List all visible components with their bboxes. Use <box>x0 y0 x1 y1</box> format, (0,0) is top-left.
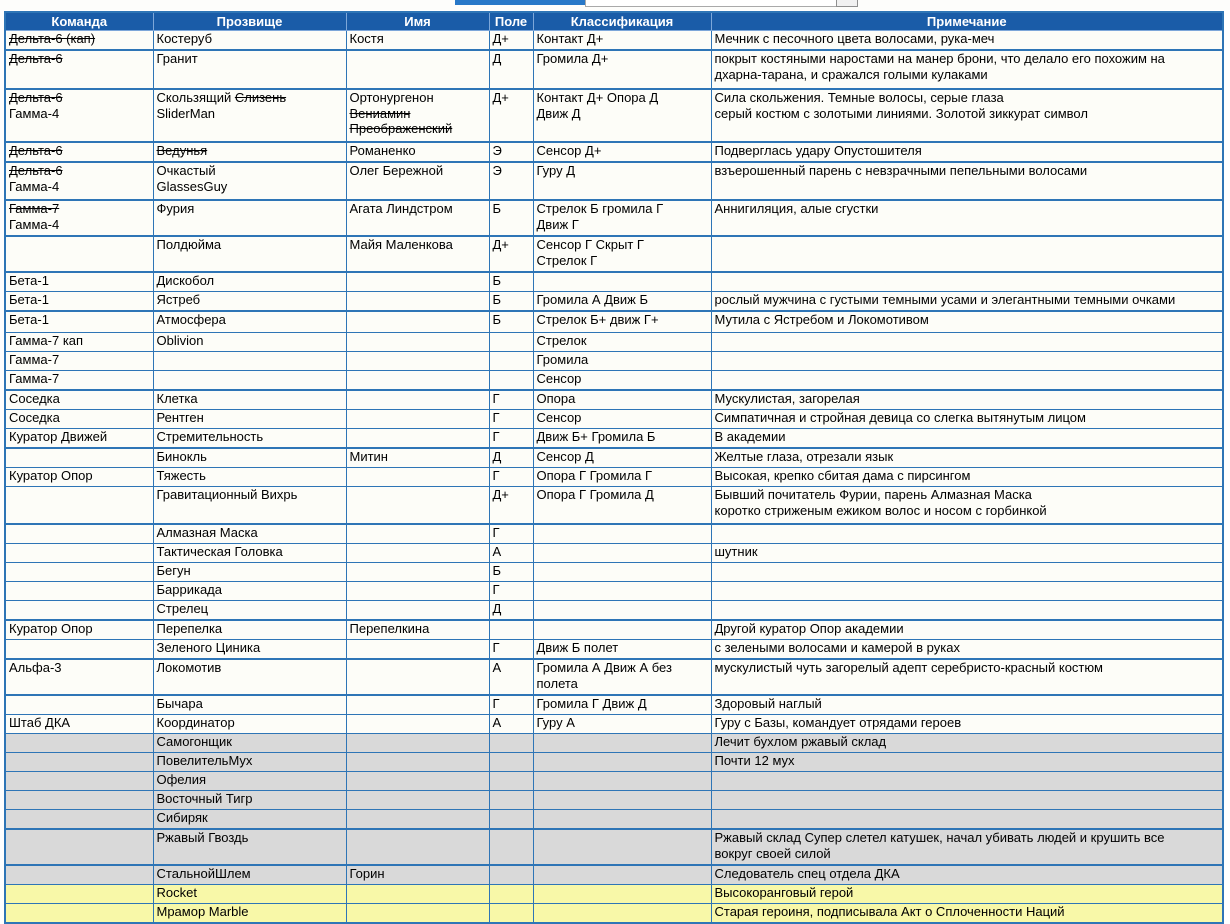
cell-note: рослый мужчина с густыми темными усами и элегантными темными очками <box>711 292 1223 312</box>
cell-cls: Контакт Д+ Опора Д Движ Д <box>533 89 711 142</box>
cell-name: Горин <box>346 865 489 885</box>
cell-team <box>5 448 153 468</box>
cell-name <box>346 904 489 924</box>
cell-name <box>346 791 489 810</box>
cell-cls: Стрелок Б громила Г Движ Г <box>533 200 711 236</box>
cell-nickname: Зеленого Циника <box>153 640 346 660</box>
cell-cls: Опора Г Громила Г <box>533 468 711 487</box>
cell-name <box>346 640 489 660</box>
cell-cls: Движ Б+ Громила Б <box>533 429 711 449</box>
cell-name <box>346 487 489 525</box>
cell-nickname: Костеруб <box>153 31 346 51</box>
cell-pole <box>489 791 533 810</box>
cell-nickname: Бычара <box>153 695 346 715</box>
cell-team <box>5 829 153 865</box>
cell-team <box>5 640 153 660</box>
cell-pole <box>489 772 533 791</box>
table-row <box>5 333 1223 352</box>
cell-pole: Д+ <box>489 236 533 272</box>
cell-name <box>346 311 489 333</box>
column-header-note: Примечание <box>711 12 1223 31</box>
cell-name <box>346 371 489 391</box>
cell-team: Соседка <box>5 410 153 429</box>
cell-note: Мечник с песочного цвета волосами, рука-меч <box>711 31 1223 51</box>
cell-pole: Д <box>489 448 533 468</box>
cell-nickname: Гранит <box>153 50 346 89</box>
cell-note: Желтые глаза, отрезали язык <box>711 448 1223 468</box>
cell-nickname: Стремительность <box>153 429 346 449</box>
cell-nickname: Восточный Тигр <box>153 791 346 810</box>
cell-pole: Д <box>489 50 533 89</box>
cell-team <box>5 734 153 753</box>
cell-pole: Б <box>489 563 533 582</box>
characters-table <box>4 11 1224 924</box>
cell-team <box>5 904 153 924</box>
cell-note: Здоровый наглый <box>711 695 1223 715</box>
table-header <box>5 12 1223 31</box>
partial-blue-bar <box>455 0 585 5</box>
cell-note: Бывший почитатель Фурии, парень Алмазная Маска коротко стриженым ежиком волос и носом с горбинкой <box>711 487 1223 525</box>
cell-pole: Г <box>489 695 533 715</box>
cell-cls: Сенсор Д <box>533 448 711 468</box>
table-row <box>5 582 1223 601</box>
table-body <box>5 31 1223 924</box>
cell-nickname: Бегун <box>153 563 346 582</box>
cell-nickname: Сибиряк <box>153 810 346 830</box>
cell-note: Аннигиляция, алые сгустки <box>711 200 1223 236</box>
cell-pole: Г <box>489 390 533 410</box>
column-header-name: Имя <box>346 12 489 31</box>
cell-nickname: СтальнойШлем <box>153 865 346 885</box>
cell-note: Следователь спец отдела ДКА <box>711 865 1223 885</box>
cell-cls <box>533 544 711 563</box>
cell-cls <box>533 904 711 924</box>
cell-pole <box>489 904 533 924</box>
cell-name: Агата Линдстром <box>346 200 489 236</box>
cell-pole: Г <box>489 410 533 429</box>
cell-nickname: Атмосфера <box>153 311 346 333</box>
cell-team: Гамма-7 <box>5 371 153 391</box>
table-row <box>5 772 1223 791</box>
cell-nickname: Oblivion <box>153 333 346 352</box>
cell-team: Куратор Движей <box>5 429 153 449</box>
top-partial-browser-strip <box>0 0 1230 10</box>
cell-pole <box>489 829 533 865</box>
table-row <box>5 200 1223 236</box>
cell-pole <box>489 371 533 391</box>
cell-note: с зелеными волосами и камерой в руках <box>711 640 1223 660</box>
cell-note <box>711 601 1223 621</box>
cell-cls <box>533 829 711 865</box>
table-row <box>5 640 1223 660</box>
cell-name: Перепелкина <box>346 620 489 640</box>
cell-nickname: Самогонщик <box>153 734 346 753</box>
cell-team: Бета-1 <box>5 311 153 333</box>
cell-team: Соседка <box>5 390 153 410</box>
cell-note <box>711 524 1223 544</box>
cell-note <box>711 791 1223 810</box>
cell-nickname: Мрамор Marble <box>153 904 346 924</box>
cell-team: Бета-1 <box>5 292 153 312</box>
cell-note: Мускулистая, загорелая <box>711 390 1223 410</box>
cell-note: Симпатичная и стройная девица со слегка вытянутым лицом <box>711 410 1223 429</box>
cell-team <box>5 695 153 715</box>
table-row <box>5 468 1223 487</box>
cell-name <box>346 659 489 695</box>
table-row <box>5 904 1223 924</box>
cell-name: Майя Маленкова <box>346 236 489 272</box>
cell-pole: Г <box>489 429 533 449</box>
cell-pole: Б <box>489 200 533 236</box>
cell-nickname: Ястреб <box>153 292 346 312</box>
cell-name <box>346 810 489 830</box>
cell-team <box>5 524 153 544</box>
table-row <box>5 620 1223 640</box>
cell-team: Дельта-6 Гамма-4 <box>5 162 153 200</box>
cell-pole: Э <box>489 162 533 200</box>
table-row <box>5 829 1223 865</box>
cell-cls <box>533 734 711 753</box>
cell-name <box>346 885 489 904</box>
cell-team <box>5 582 153 601</box>
cell-nickname: Очкастый GlassesGuy <box>153 162 346 200</box>
table-row <box>5 311 1223 333</box>
cell-note <box>711 810 1223 830</box>
cell-nickname: Бинокль <box>153 448 346 468</box>
cell-note: Сила скольжения. Темные волосы, серые глаза серый костюм с золотыми линиями. Золотой зиккурат символ <box>711 89 1223 142</box>
cell-note: Почти 12 мух <box>711 753 1223 772</box>
cell-name <box>346 772 489 791</box>
cell-pole: Б <box>489 292 533 312</box>
cell-note <box>711 236 1223 272</box>
cell-nickname: Гравитационный Вихрь <box>153 487 346 525</box>
cell-team <box>5 885 153 904</box>
cell-name <box>346 734 489 753</box>
cell-name <box>346 429 489 449</box>
cell-nickname <box>153 371 346 391</box>
cell-note: Другой куратор Опор академии <box>711 620 1223 640</box>
cell-name: Олег Бережной <box>346 162 489 200</box>
header-row <box>5 12 1223 31</box>
cell-team <box>5 810 153 830</box>
cell-name: Митин <box>346 448 489 468</box>
cell-nickname: Клетка <box>153 390 346 410</box>
cell-team: Альфа-3 <box>5 659 153 695</box>
cell-pole <box>489 885 533 904</box>
table-row <box>5 734 1223 753</box>
cell-cls <box>533 563 711 582</box>
cell-note: покрыт костяными наростами на манер брони, что делало его похожим на дхарна-тарана, и сражался голыми кулаками <box>711 50 1223 89</box>
cell-team: Гамма-7 кап <box>5 333 153 352</box>
table-row <box>5 429 1223 449</box>
cell-name <box>346 352 489 371</box>
cell-nickname: Стрелец <box>153 601 346 621</box>
cell-cls <box>533 753 711 772</box>
cell-nickname: ПовелительМух <box>153 753 346 772</box>
cell-note <box>711 333 1223 352</box>
cell-note <box>711 371 1223 391</box>
cell-team: Бета-1 <box>5 272 153 292</box>
cell-pole: Г <box>489 468 533 487</box>
cell-nickname: Полдюйма <box>153 236 346 272</box>
cell-cls: Сенсор Д+ <box>533 142 711 162</box>
table-row <box>5 524 1223 544</box>
cell-name <box>346 582 489 601</box>
cell-nickname: Rocket <box>153 885 346 904</box>
cell-name <box>346 753 489 772</box>
cell-name <box>346 390 489 410</box>
cell-cls <box>533 620 711 640</box>
table-row <box>5 89 1223 142</box>
table-row <box>5 810 1223 830</box>
partial-mini-box[interactable] <box>836 0 858 7</box>
cell-team <box>5 791 153 810</box>
cell-nickname: Рентген <box>153 410 346 429</box>
cell-note: шутник <box>711 544 1223 563</box>
cell-cls: Стрелок <box>533 333 711 352</box>
table-row <box>5 162 1223 200</box>
cell-pole: Г <box>489 640 533 660</box>
cell-team <box>5 487 153 525</box>
cell-pole: А <box>489 715 533 734</box>
cell-team: Гамма-7 <box>5 352 153 371</box>
cell-nickname: Тяжесть <box>153 468 346 487</box>
table-row <box>5 753 1223 772</box>
cell-cls <box>533 810 711 830</box>
table-row <box>5 563 1223 582</box>
table-row <box>5 659 1223 695</box>
cell-pole: А <box>489 544 533 563</box>
cell-name <box>346 563 489 582</box>
cell-nickname: Тактическая Головка <box>153 544 346 563</box>
cell-cls: Опора Г Громила Д <box>533 487 711 525</box>
cell-team <box>5 601 153 621</box>
table-row <box>5 448 1223 468</box>
cell-cls: Движ Б полет <box>533 640 711 660</box>
cell-nickname: Алмазная Маска <box>153 524 346 544</box>
cell-pole: Д+ <box>489 31 533 51</box>
cell-nickname: Скользящий Слизень SliderMan <box>153 89 346 142</box>
cell-cls: Громила Г Движ Д <box>533 695 711 715</box>
cell-name: Романенко <box>346 142 489 162</box>
cell-team: Куратор Опор <box>5 620 153 640</box>
table-row <box>5 352 1223 371</box>
cell-note: В академии <box>711 429 1223 449</box>
cell-name <box>346 715 489 734</box>
cell-note: Лечит бухлом ржавый склад <box>711 734 1223 753</box>
cell-team: Куратор Опор <box>5 468 153 487</box>
cell-name <box>346 829 489 865</box>
cell-nickname: Ржавый Гвоздь <box>153 829 346 865</box>
cell-note <box>711 772 1223 791</box>
cell-team: Дельта-6 <box>5 142 153 162</box>
cell-pole <box>489 753 533 772</box>
cell-nickname: Локомотив <box>153 659 346 695</box>
cell-pole <box>489 352 533 371</box>
table-row <box>5 487 1223 525</box>
cell-nickname: Дискобол <box>153 272 346 292</box>
cell-team: Дельта-6 (кап) <box>5 31 153 51</box>
cell-cls: Сенсор <box>533 371 711 391</box>
cell-nickname <box>153 352 346 371</box>
cell-cls <box>533 582 711 601</box>
cell-cls: Сенсор <box>533 410 711 429</box>
cell-name: Ортонургенон Вениамин Преображенский <box>346 89 489 142</box>
cell-nickname: Офелия <box>153 772 346 791</box>
cell-name <box>346 695 489 715</box>
cell-cls: Громила <box>533 352 711 371</box>
cell-pole <box>489 810 533 830</box>
cell-pole: Д+ <box>489 487 533 525</box>
table-row <box>5 410 1223 429</box>
cell-team <box>5 772 153 791</box>
cell-name <box>346 601 489 621</box>
table-row <box>5 791 1223 810</box>
cell-cls: Сенсор Г Скрыт Г Стрелок Г <box>533 236 711 272</box>
cell-cls <box>533 524 711 544</box>
table-row <box>5 142 1223 162</box>
cell-cls: Опора <box>533 390 711 410</box>
cell-cls: Стрелок Б+ движ Г+ <box>533 311 711 333</box>
cell-pole <box>489 620 533 640</box>
cell-nickname: Ведунья <box>153 142 346 162</box>
cell-pole: Э <box>489 142 533 162</box>
cell-cls <box>533 791 711 810</box>
cell-note <box>711 582 1223 601</box>
cell-name <box>346 410 489 429</box>
cell-pole: Г <box>489 582 533 601</box>
cell-cls <box>533 601 711 621</box>
cell-cls <box>533 272 711 292</box>
cell-pole: Г <box>489 524 533 544</box>
cell-pole <box>489 333 533 352</box>
cell-pole: А <box>489 659 533 695</box>
cell-note <box>711 352 1223 371</box>
table-row <box>5 292 1223 312</box>
cell-name <box>346 292 489 312</box>
cell-note: Высокоранговый герой <box>711 885 1223 904</box>
cell-note: взъерошенный парень с невзрачными пепельными волосами <box>711 162 1223 200</box>
cell-name <box>346 468 489 487</box>
table-row <box>5 31 1223 51</box>
cell-team: Дельта-6 Гамма-4 <box>5 89 153 142</box>
cell-cls: Гуру Д <box>533 162 711 200</box>
cell-cls <box>533 772 711 791</box>
cell-name <box>346 524 489 544</box>
cell-nickname: Перепелка <box>153 620 346 640</box>
cell-pole: Б <box>489 272 533 292</box>
column-header-team: Команда <box>5 12 153 31</box>
table-row <box>5 715 1223 734</box>
cell-cls: Громила А Движ Б <box>533 292 711 312</box>
cell-name: Костя <box>346 31 489 51</box>
cell-note: мускулистый чуть загорелый адепт серебристо-красный костюм <box>711 659 1223 695</box>
partial-input-box[interactable] <box>585 0 839 7</box>
cell-pole: Д <box>489 601 533 621</box>
cell-note: Ржавый склад Супер слетел катушек, начал убивать людей и крушить все вокруг своей силой <box>711 829 1223 865</box>
cell-note <box>711 563 1223 582</box>
table-row <box>5 885 1223 904</box>
cell-cls: Гуру А <box>533 715 711 734</box>
cell-team <box>5 544 153 563</box>
table-row <box>5 371 1223 391</box>
column-header-cls: Классификация <box>533 12 711 31</box>
table-row <box>5 50 1223 89</box>
cell-note: Высокая, крепко сбитая дама с пирсингом <box>711 468 1223 487</box>
table-row <box>5 544 1223 563</box>
cell-nickname: Координатор <box>153 715 346 734</box>
cell-name <box>346 333 489 352</box>
cell-name <box>346 272 489 292</box>
cell-team <box>5 236 153 272</box>
cell-note <box>711 272 1223 292</box>
cell-nickname: Баррикада <box>153 582 346 601</box>
cell-pole: Д+ <box>489 89 533 142</box>
cell-note: Мутила с Ястребом и Локомотивом <box>711 311 1223 333</box>
cell-name <box>346 50 489 89</box>
cell-note: Старая героиня, подписывала Акт о Сплоченности Наций <box>711 904 1223 924</box>
column-header-pole: Поле <box>489 12 533 31</box>
cell-note: Гуру с Базы, командует отрядами героев <box>711 715 1223 734</box>
cell-team: Штаб ДКА <box>5 715 153 734</box>
cell-team: Гамма-7 Гамма-4 <box>5 200 153 236</box>
table-row <box>5 601 1223 621</box>
cell-team <box>5 563 153 582</box>
table-row <box>5 236 1223 272</box>
cell-pole: Б <box>489 311 533 333</box>
cell-team <box>5 753 153 772</box>
table-row <box>5 272 1223 292</box>
cell-note: Подверглась удару Опустошителя <box>711 142 1223 162</box>
cell-nickname: Фурия <box>153 200 346 236</box>
table-row <box>5 695 1223 715</box>
cell-cls <box>533 885 711 904</box>
column-header-nickname: Прозвище <box>153 12 346 31</box>
cell-pole <box>489 734 533 753</box>
cell-cls: Громила А Движ А без полета <box>533 659 711 695</box>
cell-cls: Громила Д+ <box>533 50 711 89</box>
cell-name <box>346 544 489 563</box>
cell-cls: Контакт Д+ <box>533 31 711 51</box>
table-row <box>5 390 1223 410</box>
cell-team: Дельта-6 <box>5 50 153 89</box>
